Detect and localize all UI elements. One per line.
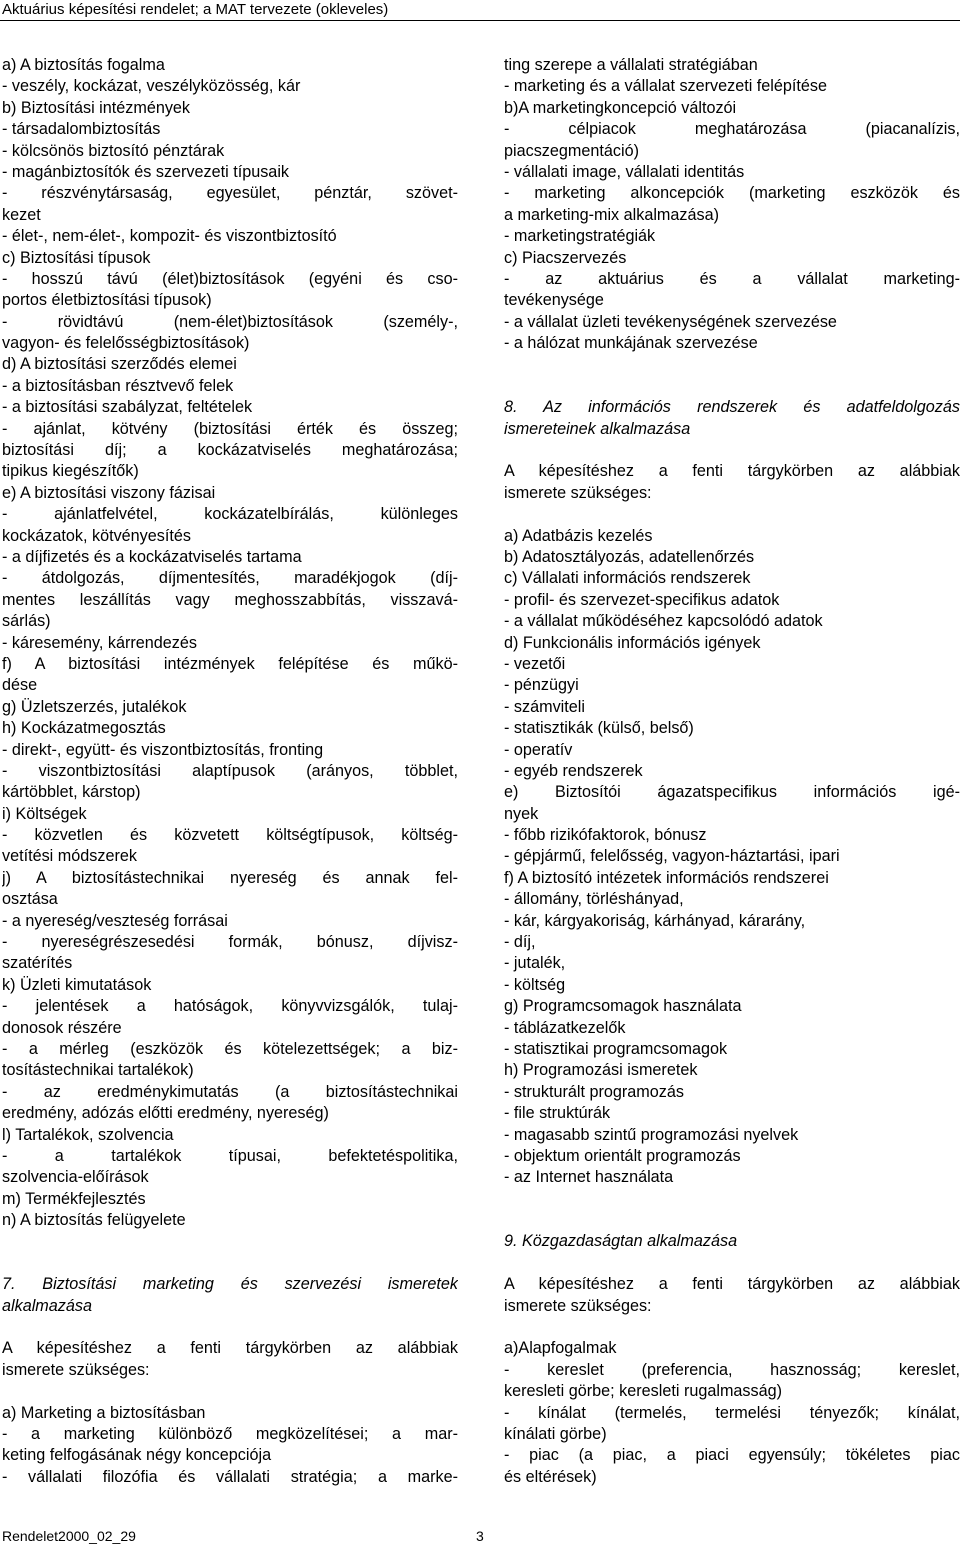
- text-line: a marketing-mix alkalmazása): [504, 205, 719, 224]
- text-line: b) Adatosztályozás, adatellenőrzés: [504, 547, 755, 566]
- running-header: [0, 0, 960, 24]
- text-line: h) Kockázatmegosztás: [2, 719, 166, 738]
- text-line: mentes leszállítás vagy meghosszabbítás, visszavá-: [2, 590, 458, 609]
- text-line: - a marketing különböző megközelítései; a mar-: [2, 1425, 458, 1443]
- text-line: szolvencia-előírások: [2, 1168, 149, 1187]
- text-line: tevékenysége: [504, 291, 604, 310]
- text-line: - táblázatkezelők: [504, 1018, 626, 1037]
- text-line: - élet-, nem-élet-, kompozit- és viszontbiztosító: [2, 227, 337, 246]
- text-line: - ajánlat, kötvény (biztosítási érték és összeg;: [2, 419, 458, 438]
- text-line: ting szerepe a vállalati stratégiában: [504, 56, 758, 74]
- text-line: - a nyereség/veszteség forrásai: [2, 911, 228, 930]
- text-line: a) A biztosítás fogalma: [2, 56, 165, 74]
- text-line: f) A biztosítási intézmények felépítése és műkö-: [2, 654, 458, 673]
- text-line: A képesítéshez a fenti tárgykörben az alábbiak: [504, 462, 960, 481]
- text-line: - direkt-, együtt- és viszontbiztosítás, fronting: [2, 740, 324, 759]
- right-text-column: [504, 55, 960, 1488]
- text-line: ismerete szükséges:: [504, 1296, 652, 1315]
- text-line: tosítástechnikai tartalékok): [2, 1061, 194, 1080]
- blank-line: [504, 354, 960, 375]
- text-line: kínálati görbe): [504, 1425, 607, 1443]
- blank-line: [504, 376, 960, 397]
- section-heading-line: ismereteinek alkalmazása: [504, 419, 691, 438]
- blank-line: [504, 504, 960, 525]
- text-line: biztosítási díj; a kockázatviselés meghatározása;: [2, 441, 458, 460]
- text-line: b)A marketingkoncepció változói: [504, 98, 737, 117]
- text-line: i) Költségek: [2, 804, 87, 823]
- section-heading-line: 7. Biztosítási marketing és szervezési ismeretek: [2, 1275, 458, 1294]
- text-line: - marketingstratégiák: [504, 227, 656, 246]
- blank-line: [504, 1317, 960, 1338]
- blank-line: [2, 1231, 458, 1252]
- text-line: eredmény, adózás előtti eredmény, nyereség): [2, 1104, 329, 1123]
- text-line: - az Internet használata: [504, 1168, 674, 1187]
- text-line: n) A biztosítás felügyelete: [2, 1211, 186, 1230]
- text-line: tipikus kiegészítők): [2, 462, 139, 481]
- text-line: - rövidtávú (nem-élet)biztosítások (személy-,: [2, 312, 458, 331]
- text-line: c) Vállalati információs rendszerek: [504, 569, 751, 588]
- text-line: - magasabb szintű programozási nyelvek: [504, 1125, 799, 1144]
- text-line: - nyereségrészesedési formák, bónusz, díjvisz-: [2, 933, 458, 952]
- text-line: c) Piacszervezés: [504, 248, 627, 267]
- text-line: - objektum orientált programozás: [504, 1146, 741, 1165]
- text-line: ismerete szükséges:: [2, 1360, 150, 1379]
- text-line: - statisztikák (külső, belső): [504, 719, 694, 738]
- text-line: keresleti görbe; keresleti rugalmasság): [504, 1382, 783, 1401]
- text-line: - a tartalékok típusai, befektetéspolitika,: [2, 1146, 458, 1165]
- text-line: - a díjfizetés és a kockázatviselés tartama: [2, 547, 302, 566]
- text-line: és eltérések): [504, 1467, 597, 1486]
- text-line: - hosszú távú (élet)biztosítások (egyéni és cso-: [2, 269, 458, 288]
- text-line: - vállalati filozófia és vállalati stratégia; a marke-: [2, 1467, 458, 1486]
- text-line: osztása: [2, 890, 58, 909]
- text-line: e) Biztosítói ágazatspecifikus információs igé-: [504, 783, 960, 802]
- text-line: f) A biztosító intézetek információs rendszerei: [504, 868, 829, 887]
- header-rule: [0, 20, 960, 21]
- text-line: piacszegmentáció): [504, 141, 639, 160]
- section-heading-line: 9. Közgazdaságtan alkalmazása: [504, 1232, 738, 1251]
- text-line: - a mérleg (eszközök és kötelezettségek; a biz-: [2, 1039, 458, 1058]
- footer-document-id: Rendelet2000_02_29: [2, 1528, 136, 1544]
- text-line: sárlás): [2, 612, 51, 631]
- text-line: szatérítés: [2, 954, 73, 973]
- left-text-column: [2, 55, 458, 1488]
- text-line: c) Biztosítási típusok: [2, 248, 151, 267]
- text-line: - kölcsönös biztosító pénztárak: [2, 141, 225, 160]
- text-line: - kínálat (termelés, termelési tényezők; kínálat,: [504, 1403, 960, 1422]
- text-line: A képesítéshez a fenti tárgykörben az alábbiak: [2, 1339, 458, 1358]
- text-line: - részvénytársaság, egyesület, pénztár, szövet-: [2, 184, 458, 203]
- text-line: e) A biztosítási viszony fázisai: [2, 483, 216, 502]
- page-number: 3: [476, 1528, 484, 1544]
- text-line: - az eredménykimutatás (a biztosítástechnikai: [2, 1082, 458, 1101]
- text-line: - profil- és szervezet-specifikus adatok: [504, 590, 780, 609]
- blank-line: [504, 1210, 960, 1231]
- text-line: h) Programozási ismeretek: [504, 1061, 698, 1080]
- text-line: kezet: [2, 205, 41, 224]
- text-line: - a hálózat munkájának szervezése: [504, 334, 758, 353]
- text-line: A képesítéshez a fenti tárgykörben az alábbiak: [504, 1275, 960, 1294]
- text-line: - veszély, kockázat, veszélyközösség, kár: [2, 77, 301, 96]
- text-line: - piac (a piac, a piaci egyensúly; tökéletes piac: [504, 1446, 960, 1465]
- text-line: - vállalati image, vállalati identitás: [504, 162, 745, 181]
- text-line: - díj,: [504, 933, 536, 952]
- text-line: - operatív: [504, 740, 573, 759]
- text-line: portos életbiztosítási típusok): [2, 291, 212, 310]
- blank-line: [2, 1253, 458, 1274]
- text-line: a)Alapfogalmak: [504, 1339, 617, 1358]
- text-line: - jelentések a hatóságok, könyvvizsgálók, tulaj-: [2, 997, 458, 1016]
- text-line: - jutalék,: [504, 954, 566, 973]
- text-line: k) Üzleti kimutatások: [2, 975, 152, 994]
- text-line: m) Termékfejlesztés: [2, 1189, 146, 1208]
- text-line: - a biztosításban résztvevő felek: [2, 376, 234, 395]
- text-line: - kár, kárgyakoriság, kárhányad, kárarány,: [504, 911, 806, 930]
- text-line: - számviteli: [504, 697, 585, 716]
- text-line: - ajánlatfelvétel, kockázatelbírálás, különleges: [2, 505, 458, 524]
- text-line: - társadalombiztosítás: [2, 120, 161, 139]
- text-line: g) Üzletszerzés, jutalékok: [2, 697, 187, 716]
- text-line: vetítési módszerek: [2, 847, 137, 866]
- text-line: b) Biztosítási intézmények: [2, 98, 191, 117]
- text-line: d) A biztosítási szerződés elemei: [2, 355, 237, 374]
- text-line: donosok részére: [2, 1018, 122, 1037]
- text-line: - pénzügyi: [504, 676, 579, 695]
- text-line: - marketing alkoncepciók (marketing eszközök és: [504, 184, 960, 203]
- text-line: kártöbblet, kárstop): [2, 783, 141, 802]
- text-line: l) Tartalékok, szolvencia: [2, 1125, 174, 1144]
- text-line: d) Funkcionális információs igények: [504, 633, 761, 652]
- text-line: - vezetői: [504, 654, 566, 673]
- text-line: - célpiacok meghatározása (piacanalízis,: [504, 120, 960, 139]
- blank-line: [504, 1189, 960, 1210]
- text-line: keting felfogásának négy koncepciója: [2, 1446, 272, 1465]
- text-line: - file struktúrák: [504, 1104, 611, 1123]
- text-line: nyek: [504, 804, 539, 823]
- section-heading-line: alkalmazása: [2, 1296, 92, 1315]
- text-line: a) Adatbázis kezelés: [504, 526, 653, 545]
- text-line: - kereslet (preferencia, hasznosság; kereslet,: [504, 1360, 960, 1379]
- text-line: dése: [2, 676, 38, 695]
- text-line: - káresemény, kárrendezés: [2, 633, 197, 652]
- blank-line: [504, 440, 960, 461]
- text-line: - az aktuárius és a vállalat marketing-: [504, 269, 960, 288]
- text-line: a) Marketing a biztosításban: [2, 1403, 206, 1422]
- text-line: - átdolgozás, díjmentesítés, maradékjogok (díj-: [2, 569, 458, 588]
- blank-line: [2, 1381, 458, 1402]
- text-line: - magánbiztosítók és szervezeti típusaik: [2, 162, 290, 181]
- blank-line: [2, 1317, 458, 1338]
- text-line: - strukturált programozás: [504, 1082, 684, 1101]
- text-line: ismerete szükséges:: [504, 483, 652, 502]
- text-line: - költség: [504, 975, 566, 994]
- section-heading-line: 8. Az információs rendszerek és adatfeldolgozás: [504, 398, 960, 417]
- text-line: - közvetlen és közvetett költségtípusok, költség-: [2, 826, 458, 845]
- text-line: - gépjármű, felelősség, vagyon-háztartási, ipari: [504, 847, 840, 866]
- text-line: vagyon- és felelősségbiztosítások): [2, 334, 250, 353]
- text-line: - a vállalat üzleti tevékenységének szervezése: [504, 312, 837, 331]
- text-line: - egyéb rendszerek: [504, 761, 643, 780]
- text-line: kockázatok, kötvényesítés: [2, 526, 191, 545]
- text-line: - főbb rizikófaktorok, bónusz: [504, 826, 707, 845]
- document-title: Aktuárius képesítési rendelet; a MAT tervezete (okleveles): [2, 1, 389, 18]
- text-line: - a biztosítási szabályzat, feltételek: [2, 398, 253, 417]
- text-line: - statisztikai programcsomagok: [504, 1039, 728, 1058]
- text-line: g) Programcsomagok használata: [504, 997, 742, 1016]
- text-line: j) A biztosítástechnikai nyereség és annak fel-: [2, 868, 458, 887]
- text-line: - állomány, törléshányad,: [504, 890, 684, 909]
- text-line: - marketing és a vállalat szervezeti felépítése: [504, 77, 827, 96]
- text-line: - viszontbiztosítási alaptípusok (arányos, többlet,: [2, 761, 458, 780]
- text-line: - a vállalat működéséhez kapcsolódó adatok: [504, 612, 823, 631]
- blank-line: [504, 1253, 960, 1274]
